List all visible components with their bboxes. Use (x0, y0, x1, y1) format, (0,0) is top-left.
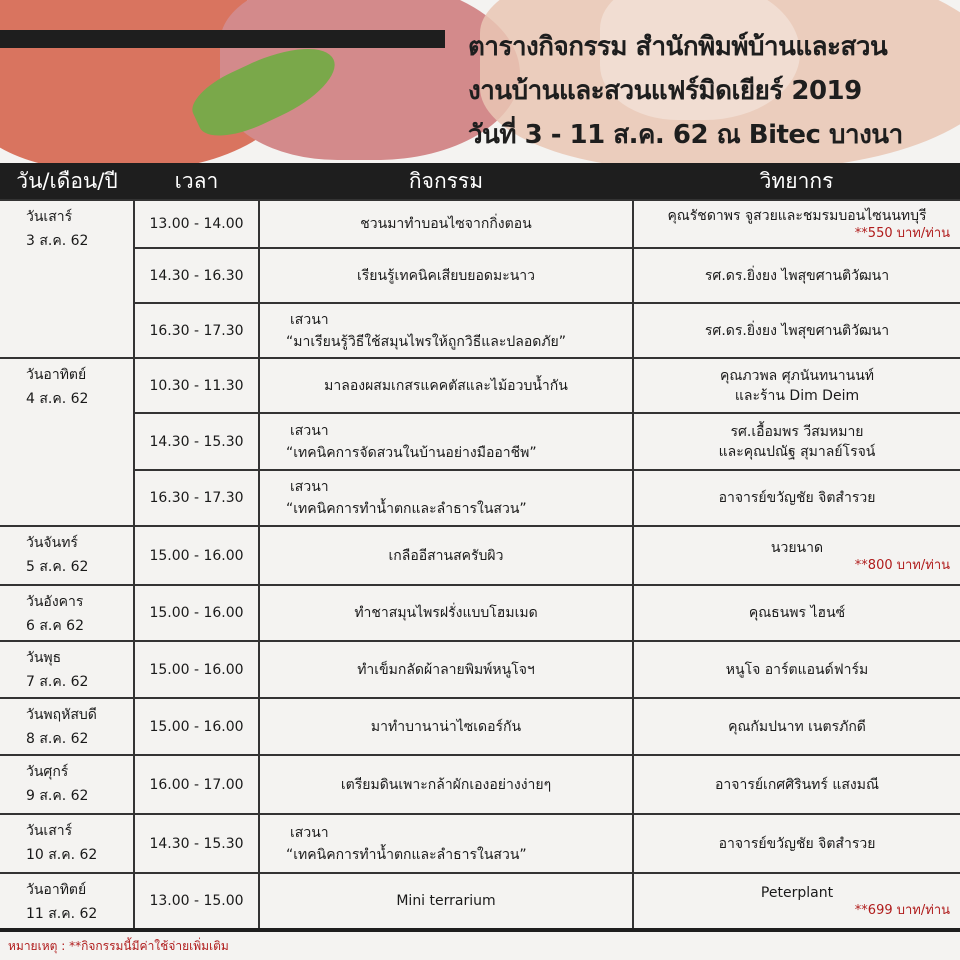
table-row (0, 413, 960, 470)
table-row (0, 303, 960, 358)
activity-title: “เทคนิคการจัดสวนในบ้านอย่างมืออาชีพ” (286, 444, 537, 461)
activity-title: เตรียมดินเพาะกล้าผักเองอย่างง่ายๆ (340, 776, 552, 793)
speaker-name: อาจารย์ขวัญชัย จิตสำรวย (718, 835, 876, 852)
speaker-cell (633, 413, 960, 470)
date-cell (0, 698, 134, 755)
speaker-name: รศ.ดร.ยิ่งยง ไพสุขศานติวัฒนา (704, 322, 890, 339)
price-note: **550 บาท/ท่าน (854, 226, 950, 241)
table-body (0, 200, 960, 929)
activity-cell (259, 526, 633, 585)
date-cell (0, 526, 134, 585)
activity-cell (259, 814, 633, 873)
activity-prefix: เสวนา (290, 479, 329, 495)
speaker-cell (633, 641, 960, 698)
date-text: 7 ส.ค. 62 (26, 674, 89, 690)
table-row (0, 358, 960, 413)
col-speaker: วิทยากร (633, 163, 960, 200)
activity-cell (259, 470, 633, 526)
day-name: วันเสาร์ (26, 823, 73, 839)
time-cell: 16.00 - 17.00 (134, 755, 259, 814)
speaker-cell (633, 470, 960, 526)
footer-note: หมายเหตุ : **กิจกรรมนี้มีค่าใช้จ่ายเพิ่มเติม (8, 939, 229, 953)
speaker-name: หนูโจ อาร์ตแอนด์ฟาร์ม (725, 661, 869, 678)
time-cell: 14.30 - 15.30 (134, 814, 259, 873)
speaker-cell (633, 303, 960, 358)
time-cell: 16.30 - 17.30 (134, 470, 259, 526)
table-row (0, 698, 960, 755)
speaker-cell (633, 585, 960, 641)
speaker-name: คุณธนพร ไฮนซ์ (748, 605, 846, 621)
activity-cell (259, 413, 633, 470)
speaker-name: นวยนาด (770, 539, 824, 556)
activity-title: “เทคนิคการทำน้ำตกและลำธารในสวน” (286, 846, 527, 863)
title-bar (0, 30, 445, 48)
date-cell (0, 641, 134, 698)
speaker-name: Peterplant (760, 885, 834, 901)
date-text: 11 ส.ค. 62 (26, 906, 98, 922)
date-cell (0, 873, 134, 929)
title-line-3: วันที่ 3 - 11 ส.ค. 62 ณ Bitec บางนา (468, 120, 903, 150)
day-name: วันอังคาร (26, 594, 84, 610)
activity-title: ทำชาสมุนไพรฝรั่งแบบโฮมเมด (354, 605, 538, 621)
date-text: 9 ส.ค. 62 (26, 788, 89, 804)
day-name: วันพุธ (26, 650, 62, 666)
date-text: 5 ส.ค. 62 (26, 559, 89, 575)
time-cell: 13.00 - 15.00 (134, 873, 259, 929)
date-cell (0, 200, 134, 358)
activity-title: มาลองผสมเกสรแคคตัสและไม้อวบน้ำกัน (324, 377, 568, 394)
date-cell (0, 358, 134, 526)
time-cell: 14.30 - 15.30 (134, 413, 259, 470)
col-time: เวลา (134, 163, 259, 200)
date-cell (0, 755, 134, 814)
table-row (0, 470, 960, 526)
time-cell: 10.30 - 11.30 (134, 358, 259, 413)
activity-cell (259, 755, 633, 814)
time-cell: 15.00 - 16.00 (134, 641, 259, 698)
speaker-name: รศ.เอื้อมพร วีสมหมาย (730, 423, 864, 440)
date-text: 6 ส.ค 62 (26, 618, 84, 634)
date-text: 4 ส.ค. 62 (26, 391, 89, 407)
price-note: **699 บาท/ท่าน (854, 903, 950, 918)
title-line-1: ตารางกิจกรรม สำนักพิมพ์บ้านและสวน (468, 32, 888, 62)
footer-rule (0, 928, 960, 932)
table-row (0, 585, 960, 641)
title-line-2: งานบ้านและสวนแฟร์มิดเยียร์ 2019 (468, 76, 862, 106)
speaker-name: คุณรัชดาพร จูสวยและชมรมบอนไซนนทบุรี (667, 208, 927, 224)
speaker-cell (633, 358, 960, 413)
date-text: 10 ส.ค. 62 (26, 847, 98, 863)
col-date: วัน/เดือน/ปี (0, 163, 134, 200)
activity-cell (259, 303, 633, 358)
activity-title: “มาเรียนรู้วิธีใช้สมุนไพรให้ถูกวิธีและปลอดภัย” (286, 333, 567, 350)
day-name: วันจันทร์ (26, 535, 78, 551)
day-name: วันศุกร์ (26, 764, 69, 780)
day-name: วันอาทิตย์ (26, 882, 87, 898)
speaker-name: อาจารย์เกศศิรินทร์ แสงมณี (714, 776, 879, 793)
activity-cell (259, 200, 633, 248)
col-activity: กิจกรรม (259, 163, 633, 200)
day-name: วันอาทิตย์ (26, 367, 87, 383)
schedule-table (0, 163, 960, 930)
speaker-cell (633, 526, 960, 585)
time-cell: 16.30 - 17.30 (134, 303, 259, 358)
activity-title: Mini terrarium (396, 893, 496, 909)
price-note: **800 บาท/ท่าน (854, 557, 950, 573)
activity-cell (259, 698, 633, 755)
activity-prefix: เสวนา (290, 824, 329, 841)
activity-prefix: เสวนา (290, 422, 329, 439)
time-cell: 13.00 - 14.00 (134, 200, 259, 248)
activity-cell (259, 248, 633, 303)
table-row (0, 641, 960, 698)
speaker-name: และคุณปณัฐ สุมาลย์โรจน์ (718, 443, 876, 460)
speaker-cell (633, 873, 960, 929)
speaker-name: คุณกัมปนาท เนตรภักดี (728, 718, 866, 735)
speaker-cell (633, 814, 960, 873)
speaker-name: อาจารย์ขวัญชัย จิตสำรวย (718, 490, 876, 506)
table-row (0, 526, 960, 585)
time-cell: 14.30 - 16.30 (134, 248, 259, 303)
speaker-name: รศ.ดร.ยิ่งยง ไพสุขศานติวัฒนา (704, 267, 890, 284)
speaker-cell (633, 200, 960, 248)
table-row (0, 755, 960, 814)
table-row (0, 248, 960, 303)
activity-title: มาทำบานาน่าไซเดอร์กัน (370, 718, 522, 735)
speaker-name: คุณภวพล ศุภนันทนานนท์ (720, 367, 874, 384)
activity-title: “เทคนิคการทำน้ำตกและลำธารในสวน” (286, 501, 527, 517)
date-text: 3 ส.ค. 62 (26, 233, 89, 249)
date-text: 8 ส.ค. 62 (26, 731, 89, 747)
time-cell: 15.00 - 16.00 (134, 585, 259, 641)
activity-cell (259, 585, 633, 641)
date-cell (0, 814, 134, 873)
day-name: วันเสาร์ (26, 209, 73, 225)
activity-title: เรียนรู้เทคนิคเสียบยอดมะนาว (356, 267, 536, 284)
activity-title: ชวนมาทำบอนไซจากกิ่งตอน (360, 216, 532, 232)
speaker-name: และร้าน Dim Deim (734, 387, 860, 404)
speaker-cell (633, 248, 960, 303)
table-row (0, 814, 960, 873)
time-cell: 15.00 - 16.00 (134, 698, 259, 755)
activity-cell (259, 641, 633, 698)
activity-title: ทำเข็มกลัดผ้าลายพิมพ์หนูโจฯ (357, 661, 535, 678)
activity-title: เกลืออีสานสครับผิว (388, 547, 504, 564)
activity-cell (259, 358, 633, 413)
table-header (0, 163, 960, 200)
activity-cell (259, 873, 633, 929)
speaker-cell (633, 755, 960, 814)
table-row (0, 200, 960, 248)
day-name: วันพฤหัสบดี (26, 707, 97, 723)
speaker-cell (633, 698, 960, 755)
table-row (0, 873, 960, 929)
activity-prefix: เสวนา (290, 311, 329, 328)
time-cell: 15.00 - 16.00 (134, 526, 259, 585)
date-cell (0, 585, 134, 641)
